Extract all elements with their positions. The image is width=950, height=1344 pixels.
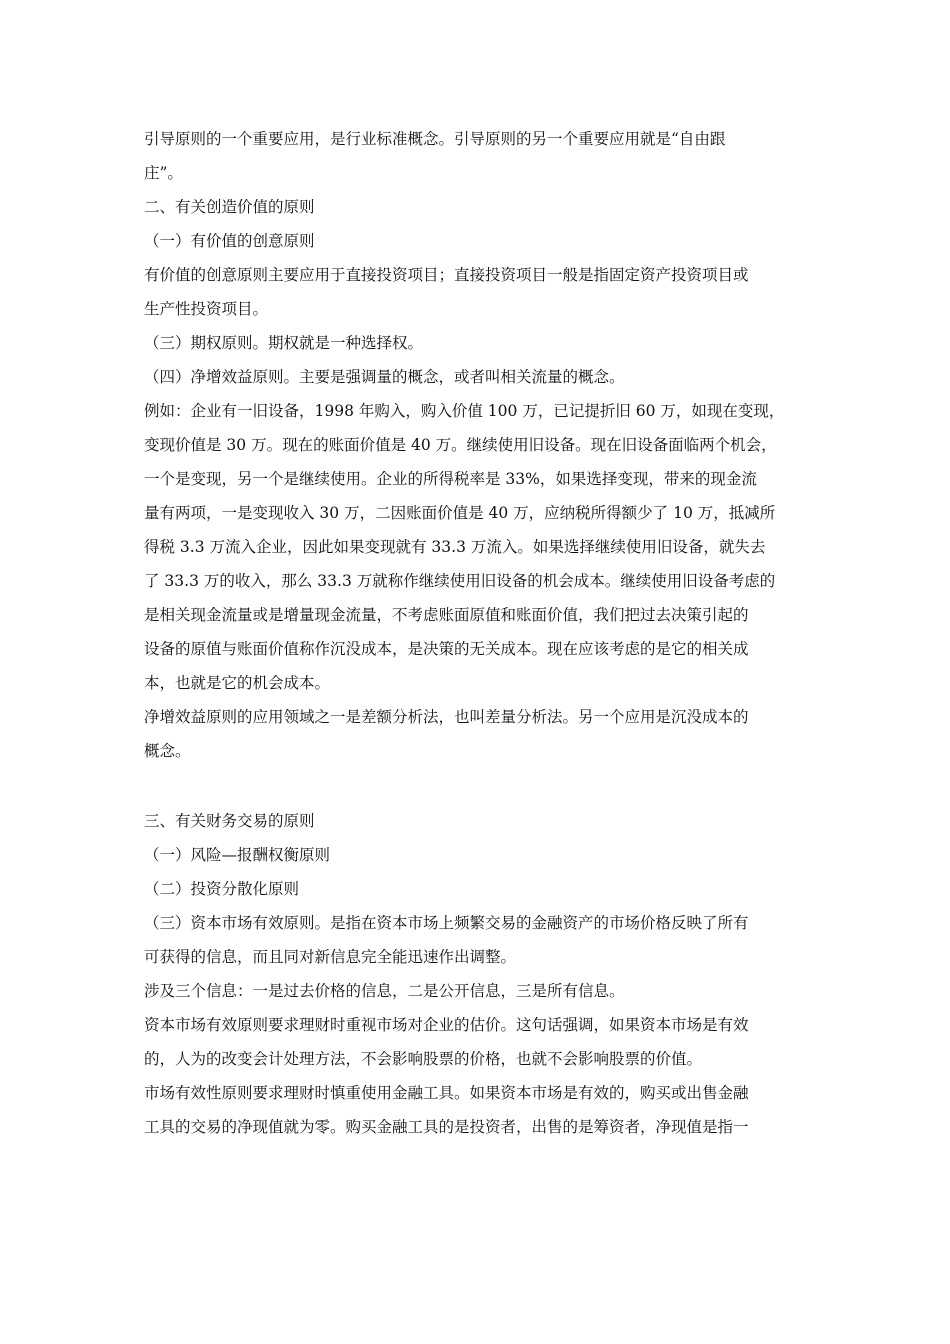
subsection-heading: （三）期权原则。期权就是一种选择权。 bbox=[144, 334, 424, 352]
text-line: 是相关现金流量或是增量现金流量，不考虑账面原值和账面价值，我们把过去决策引起的 bbox=[144, 606, 749, 624]
text-line: 设备的原值与账面价值称作沉没成本，是决策的无关成本。现在应该考虑的是它的相关成 bbox=[144, 640, 749, 658]
text-line: 可获得的信息，而且同对新信息完全能迅速作出调整。 bbox=[144, 948, 517, 966]
section-heading: 三、有关财务交易的原则 bbox=[144, 812, 315, 830]
text-line: 量有两项，一是变现收入 30 万，二因账面价值是 40 万，应纳税所得额少了 10 万，抵减所 bbox=[144, 504, 776, 522]
text-line: 市场有效性原则要求理财时慎重使用金融工具。如果资本市场是有效的，购买或出售金融 bbox=[144, 1084, 749, 1102]
subsection-heading: （一）风险—报酬权衡原则 bbox=[144, 846, 331, 864]
section-heading: 二、有关创造价值的原则 bbox=[144, 198, 315, 216]
text-line: 资本市场有效原则要求理财时重视市场对企业的估价。这句话强调，如果资本市场是有效 bbox=[144, 1016, 749, 1034]
text-line: 生产性投资项目。 bbox=[144, 300, 269, 318]
text-line: 例如：企业有一旧设备，1998 年购入，购入价值 100 万，已记提折旧 60 万，如现在变现， bbox=[144, 402, 785, 420]
text-line: 的，人为的改变会计处理方法，不会影响股票的价格，也就不会影响股票的价值。 bbox=[144, 1050, 703, 1068]
paragraph-gap bbox=[144, 768, 820, 804]
subsection-heading: （二）投资分散化原则 bbox=[144, 880, 300, 898]
text-line: 得税 3.3 万流入企业，因此如果变现就有 33.3 万流入。如果选择继续使用旧设备，就失去 bbox=[144, 538, 766, 556]
text-line: 工具的交易的净现值就为零。购买金融工具的是投资者，出售的是筹资者，净现值是指一 bbox=[144, 1118, 749, 1136]
text-line: 庄”。 bbox=[144, 164, 183, 182]
document-body bbox=[144, 122, 820, 1144]
subsection-heading: （一）有价值的创意原则 bbox=[144, 232, 315, 250]
text-line: 变现价值是 30 万。现在的账面价值是 40 万。继续使用旧设备。现在旧设备面临两个机会， bbox=[144, 436, 777, 454]
text-line: 了 33.3 万的收入，那么 33.3 万就称作继续使用旧设备的机会成本。继续使用旧设备考虑的 bbox=[144, 572, 776, 590]
text-line: 概念。 bbox=[144, 742, 191, 760]
text-line: 本，也就是它的机会成本。 bbox=[144, 674, 331, 692]
text-line: 有价值的创意原则主要应用于直接投资项目；直接投资项目一般是指固定资产投资项目或 bbox=[144, 266, 749, 284]
subsection-heading: （四）净增效益原则。主要是强调量的概念，或者叫相关流量的概念。 bbox=[144, 368, 625, 386]
text-line: 涉及三个信息：一是过去价格的信息，二是公开信息，三是所有信息。 bbox=[144, 982, 625, 1000]
text-line: 引导原则的一个重要应用，是行业标准概念。引导原则的另一个重要应用就是“自由跟 bbox=[144, 130, 726, 148]
text-line: 一个是变现，另一个是继续使用。企业的所得税率是 33%，如果选择变现，带来的现金流 bbox=[144, 470, 757, 488]
text-line: （三）资本市场有效原则。是指在资本市场上频繁交易的金融资产的市场价格反映了所有 bbox=[144, 914, 749, 932]
text-line: 净增效益原则的应用领域之一是差额分析法，也叫差量分析法。另一个应用是沉没成本的 bbox=[144, 708, 749, 726]
